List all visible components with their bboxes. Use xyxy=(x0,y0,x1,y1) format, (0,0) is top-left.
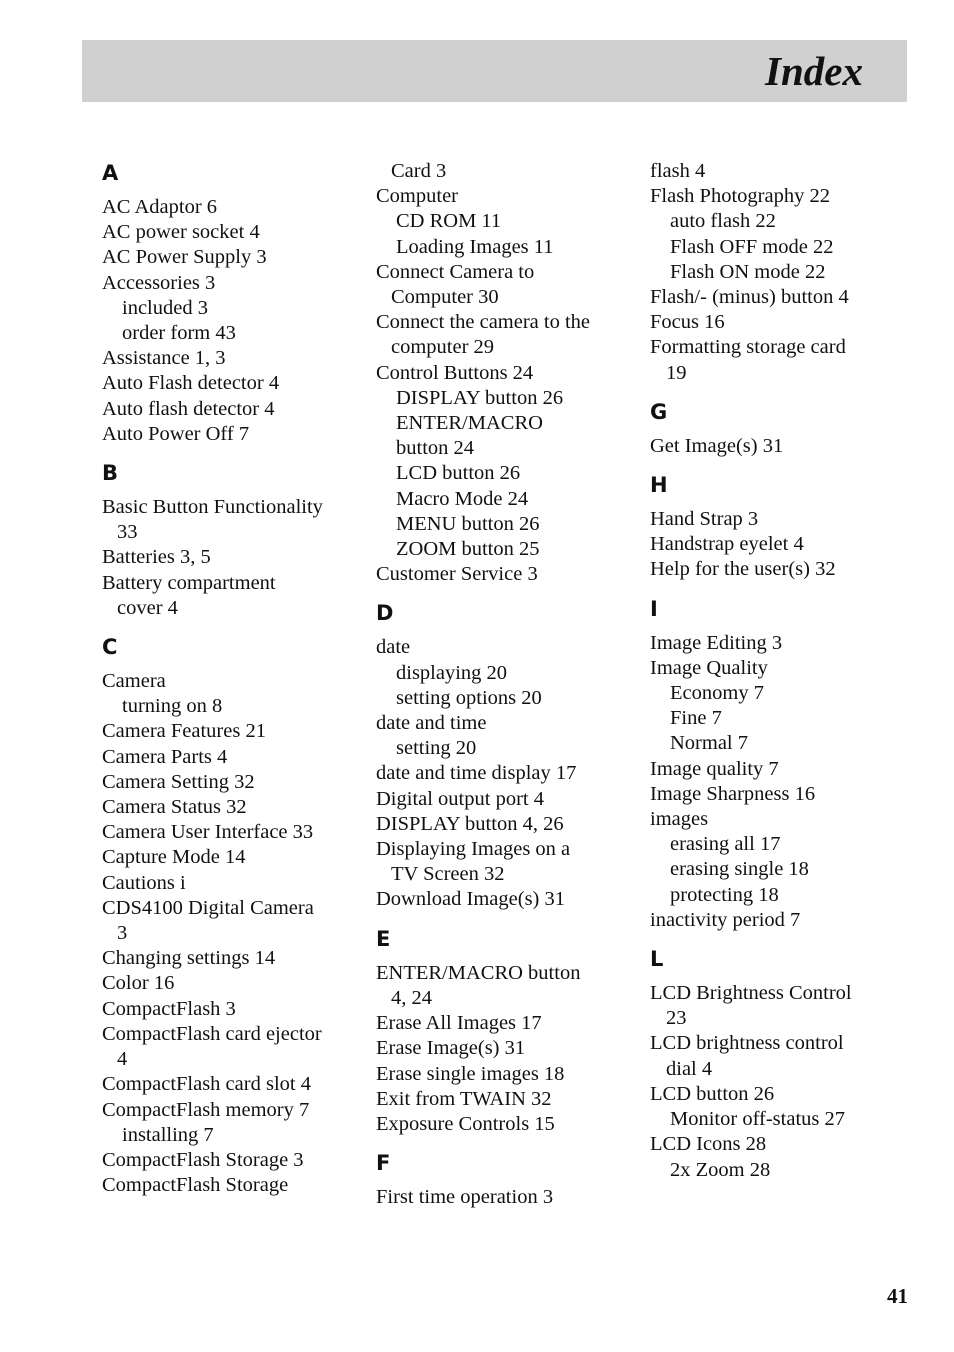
index-subentry: turning on 8 xyxy=(122,695,223,718)
index-entry-continuation: Card 3 xyxy=(391,160,447,182)
section-gap xyxy=(650,933,900,945)
index-entry-continuation: computer 29 xyxy=(391,336,495,359)
index-section-letter: I xyxy=(650,596,658,621)
index-subentry: MENU button 26 xyxy=(396,512,540,535)
index-subentry: Flash OFF mode 22 xyxy=(670,235,834,258)
index-entry: Connect Camera to xyxy=(376,260,535,283)
page-title: Index xyxy=(765,48,863,94)
index-entry: Changing settings 14 xyxy=(102,947,276,970)
index-subentry: Fine 7 xyxy=(670,707,722,730)
index-entry: Digital output port 4 xyxy=(376,787,544,810)
index-section-letter: C xyxy=(102,635,118,660)
index-subentry: Flash ON mode 22 xyxy=(670,260,826,283)
index-entry: CompactFlash Storage 3 xyxy=(102,1148,304,1171)
index-subentry: ZOOM button 25 xyxy=(396,538,540,561)
index-entry: Erase single images 18 xyxy=(376,1062,565,1085)
index-entry: Get Image(s) 31 xyxy=(650,434,784,457)
index-entry: First time operation 3 xyxy=(376,1186,554,1209)
index-entry: Computer xyxy=(376,185,458,208)
index-entry-continuation: 4 xyxy=(117,1048,128,1071)
index-section-letter: F xyxy=(376,1151,391,1176)
index-entry: Hand Strap 3 xyxy=(650,508,759,531)
index-entry: Basic Button Functionality xyxy=(102,496,323,519)
index-entry: inactivity period 7 xyxy=(650,908,801,931)
index-entry-continuation: cover 4 xyxy=(117,596,178,619)
index-entry: Image quality 7 xyxy=(650,757,779,780)
index-entry: date xyxy=(376,636,411,659)
index-section-letter: H xyxy=(650,473,668,498)
index-subentry: installing 7 xyxy=(122,1123,214,1146)
index-entry: Battery compartment xyxy=(102,571,276,594)
index-subentry: auto flash 22 xyxy=(670,210,776,233)
index-entry: Help for the user(s) 32 xyxy=(650,558,836,581)
index-entry-continuation: 4, 24 xyxy=(391,986,432,1009)
index-entry: DISPLAY button 4, 26 xyxy=(376,812,564,835)
index-entry: Auto flash detector 4 xyxy=(102,397,275,420)
index-entry: ENTER/MACRO button xyxy=(376,961,581,984)
index-entry: Capture Mode 14 xyxy=(102,846,246,869)
index-subentry: included 3 xyxy=(122,296,208,319)
index-entry-continuation: button 24 xyxy=(396,437,475,460)
index-subentry: Normal 7 xyxy=(670,732,748,755)
index-subentry: LCD button 26 xyxy=(396,462,521,485)
index-section-letter: D xyxy=(376,601,394,626)
section-gap xyxy=(376,587,626,599)
index-entry: CDS4100 Digital Camera xyxy=(102,896,314,919)
index-entry-continuation: 19 xyxy=(666,361,687,384)
section-gap xyxy=(650,386,900,398)
index-entry: CompactFlash memory 7 xyxy=(102,1098,310,1121)
index-entry: AC power socket 4 xyxy=(102,221,260,244)
index-entry: Erase All Images 17 xyxy=(376,1012,542,1035)
index-entry: Focus 16 xyxy=(650,311,725,334)
section-gap xyxy=(102,621,352,633)
index-section-letter: A xyxy=(102,161,119,185)
index-entry: Color 16 xyxy=(102,972,175,995)
index-section-letter: E xyxy=(376,926,391,951)
index-section-letter: B xyxy=(102,461,119,486)
index-entry: images xyxy=(650,808,709,831)
index-subentry: erasing all 17 xyxy=(670,833,781,856)
index-entry: Control Buttons 24 xyxy=(376,361,534,384)
index-entry: Handstrap eyelet 4 xyxy=(650,533,804,556)
index-subentry: setting 20 xyxy=(396,737,477,760)
index-entry: CompactFlash 3 xyxy=(102,997,236,1020)
index-entry: Auto Flash detector 4 xyxy=(102,372,280,395)
index-entry: date and time xyxy=(376,712,487,735)
index-entry-continuation: TV Screen 32 xyxy=(391,863,505,886)
page-number: 41 xyxy=(887,1284,908,1308)
index-subentry: order form 43 xyxy=(122,322,236,345)
index-subentry: CD ROM 11 xyxy=(396,210,502,233)
index-entry: Camera xyxy=(102,670,166,693)
index-column-1 xyxy=(102,159,352,1198)
index-subentry: Economy 7 xyxy=(670,682,764,705)
index-entry: Cautions i xyxy=(102,871,186,894)
index-entry: LCD Brightness Control xyxy=(650,982,852,1005)
index-entry: Image Editing 3 xyxy=(650,631,783,654)
index-entry-continuation: 23 xyxy=(666,1007,687,1030)
index-entry: Camera Parts 4 xyxy=(102,745,228,768)
section-gap xyxy=(650,583,900,595)
section-gap xyxy=(102,447,352,459)
index-entry: Flash/- (minus) button 4 xyxy=(650,286,849,309)
index-column-3 xyxy=(650,159,900,1183)
index-entry: CompactFlash Storage xyxy=(102,1174,289,1197)
index-entry: Connect the camera to the xyxy=(376,311,591,334)
index-entry: Exposure Controls 15 xyxy=(376,1112,555,1135)
index-entry: Formatting storage card xyxy=(650,336,846,359)
index-entry: Assistance 1, 3 xyxy=(102,347,226,370)
index-entry-continuation: dial 4 xyxy=(666,1057,713,1080)
index-column-2 xyxy=(376,159,626,1210)
index-entry-continuation: 3 xyxy=(117,922,128,945)
index-section-letter: G xyxy=(650,399,668,424)
index-subentry: ENTER/MACRO xyxy=(396,412,543,435)
index-entry: Camera Features 21 xyxy=(102,720,266,743)
index-subentry: displaying 20 xyxy=(396,661,508,684)
index-entry: Auto Power Off 7 xyxy=(102,422,250,445)
section-gap xyxy=(376,913,626,925)
index-entry: Camera Status 32 xyxy=(102,796,247,819)
index-entry: Image Quality xyxy=(650,656,768,679)
section-gap xyxy=(650,459,900,471)
index-entry: Accessories 3 xyxy=(102,271,216,294)
index-entry: date and time display 17 xyxy=(376,762,577,785)
section-gap xyxy=(376,1137,626,1149)
index-entry: Download Image(s) 31 xyxy=(376,888,566,911)
index-section-letter: L xyxy=(650,947,664,972)
index-entry: flash 4 xyxy=(650,160,706,182)
index-entry: CompactFlash card slot 4 xyxy=(102,1073,311,1096)
index-entry: Camera User Interface 33 xyxy=(102,821,314,844)
index-entry: LCD brightness control xyxy=(650,1032,844,1055)
index-subentry: setting options 20 xyxy=(396,686,542,709)
index-entry: Batteries 3, 5 xyxy=(102,546,211,569)
index-subentry: erasing single 18 xyxy=(670,858,809,881)
index-entry: Customer Service 3 xyxy=(376,563,538,586)
index-entry: Displaying Images on a xyxy=(376,838,571,861)
index-subentry: protecting 18 xyxy=(670,883,779,906)
index-subentry: Macro Mode 24 xyxy=(396,487,529,510)
index-entry: CompactFlash card ejector xyxy=(102,1022,322,1045)
index-entry: Image Sharpness 16 xyxy=(650,782,816,805)
index-entry: Flash Photography 22 xyxy=(650,185,830,208)
index-entry: Erase Image(s) 31 xyxy=(376,1037,526,1060)
index-entry-continuation: Computer 30 xyxy=(391,286,499,309)
index-subentry: Loading Images 11 xyxy=(396,235,554,258)
index-entry: Camera Setting 32 xyxy=(102,770,255,793)
index-subentry: 2x Zoom 28 xyxy=(670,1158,771,1181)
index-entry: Exit from TWAIN 32 xyxy=(376,1087,552,1110)
index-entry-continuation: 33 xyxy=(117,521,138,544)
index-entry: AC Power Supply 3 xyxy=(102,246,267,269)
index-subentry: Monitor off-status 27 xyxy=(670,1108,846,1131)
index-entry: AC Adaptor 6 xyxy=(102,196,218,218)
index-subentry: DISPLAY button 26 xyxy=(396,386,564,409)
index-entry: LCD button 26 xyxy=(650,1082,775,1105)
index-entry: LCD Icons 28 xyxy=(650,1133,767,1156)
header-bar xyxy=(82,40,907,102)
